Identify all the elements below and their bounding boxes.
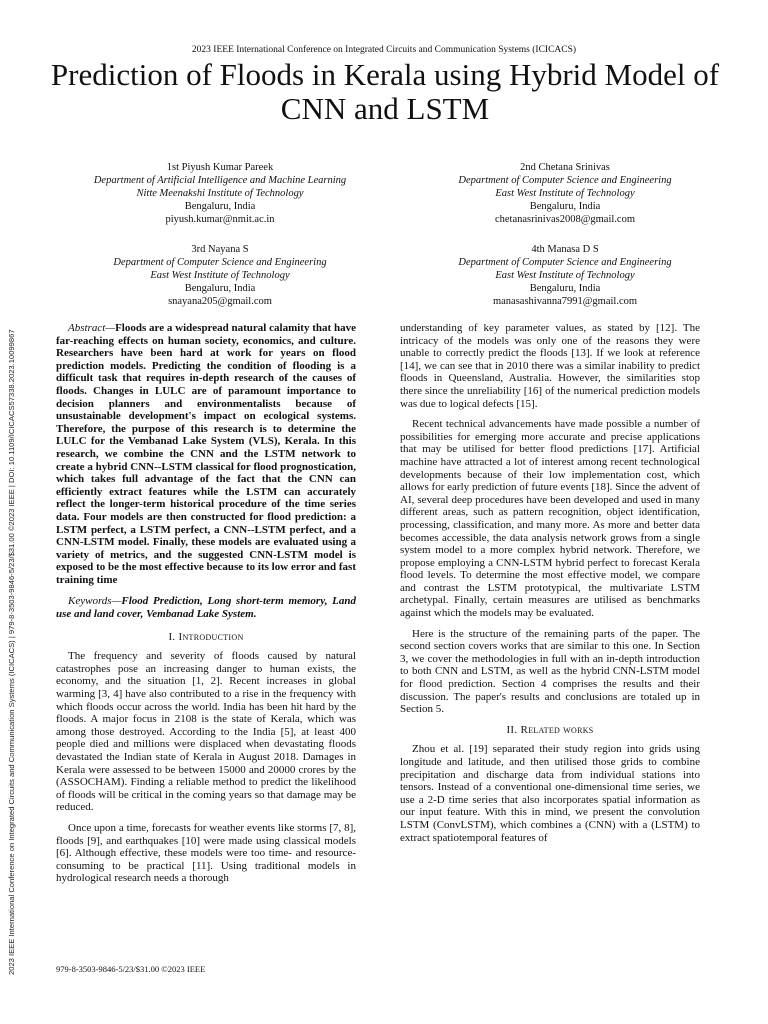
author-department: Department of Artificial Intelligence and Machine Learning	[93, 175, 347, 186]
author-block-4	[400, 243, 730, 308]
keywords-text: Flood Prediction, Long short-term memory, Land use and land cover, Vembanad Lake System.	[56, 595, 356, 621]
author-city: Bengaluru, India	[529, 283, 601, 294]
author-block-1	[55, 161, 385, 226]
author-email: manasashivanna7991@gmail.com	[492, 296, 638, 307]
author-email: snayana205@gmail.com	[168, 296, 272, 307]
author-block-2	[400, 161, 730, 226]
side-citation-strip: 2023 IEEE International Conference on Integrated Circuits and Communication Systems (ICICACS) | 979-8-3503-9846-5/23/$31.00 ©2023 IEEE | DOI: 10.1109/ICICACS57338.2023.10099867	[7, 329, 16, 975]
author-department: Department of Computer Science and Engineering	[113, 257, 327, 268]
author-name: 3rd Nayana S	[191, 244, 249, 255]
section-heading-introduction: I. Introduction	[168, 630, 244, 643]
keywords-label: Keywords—	[68, 595, 122, 608]
author-city: Bengaluru, India	[529, 201, 601, 212]
paper-title: Prediction of Floods in Kerala using Hybrid Model of CNN and LSTM	[50, 57, 720, 126]
abstract	[56, 322, 356, 586]
author-email: piyush.kumar@nmit.ac.in	[165, 214, 275, 225]
copyright-footer: 979-8-3503-9846-5/23/$31.00 ©2023 IEEE	[56, 964, 206, 974]
keywords	[56, 595, 356, 620]
author-institute: East West Institute of Technology	[495, 188, 635, 199]
paragraph: Once upon a time, forecasts for weather events like storms [7, 8], floods [9], and earthquakes [10] were made using classical models [6]. Although effective, these models were too time- and resource-consuming to be practical [11]. Using traditional models in hydrological research needs a thorough	[56, 821, 356, 885]
abstract-text: Floods are a widespread natural calamity that have far-reaching effects on human society, economics, and culture. Researchers have been hard at work for years on flood prediction models. Predicting the condition of flooding is a difficult task that requires in-depth research of the causes of floods. Changes in LULC are of paramount importance to decision planners and environmentalists because of unsustainable development's impact on ecological systems. Therefore, the purpose of this research is to determine the LULC for the Vembanad Lake System (VLS), Kerala. In this research, we combine the CNN and the LSTM network to create a hybrid CNN--LSTM classical for flood prognostication, which takes full advantage of the fact that the CNN can efficiently extract features while the LSTM can accurately reflect the longer-term historical procedure of the time series data. Four models are then constructed for flood prediction: a LSTM perfect, a LSTM perfect, a CNN--LSTM perfect, and a CNN-LSTM model. Finally, these models are evaluated using a variety of metrics, and the suggested CNN-LSTM model is exposed to be the most effective because to its low error and fast training time	[56, 322, 356, 586]
paragraph: Recent technical advancements have made possible a number of possibilities for emerging more accurate and precise applications that may be utilised for better flood predictions [17]. Artificial machine have attracted a lot of interest among recent technological developments because of their low implementation cost, which allows for early prediction of future events [18]. Since the advent of AI, several deep procedures have been developed and used in many different areas, such as pattern recognition, object identification, processing, classification, and many more. As more and better data becomes accessible, the data analysis network grows from a single system model to a more complex hybrid network. Therefore, we propose employing a CNN-LSTM hybrid perfect to forecast Kerala flood levels. To determine the most effective model, we compare and contrast the LSTM prototypical, the multivariate LSTM archetypal. Finally, certain measures are utilised as benchmarks against which the models may be evaluated.	[400, 418, 700, 620]
right-column	[400, 322, 700, 852]
author-email: chetanasrinivas2008@gmail.com	[494, 214, 635, 225]
author-city: Bengaluru, India	[184, 283, 256, 294]
paragraph: understanding of key parameter values, as stated by [12]. The intricacy of the models was only one of the reasons they were unable to correctly predict the floods [13]. If we look at reference [14], we can see that in 2010 there was a similar inability to predict floods in Queensland, Australia. However, the similarities stop there since the unreliability [16] of the numerical prediction models was due to logical defects [15].	[400, 322, 700, 410]
author-institute: East West Institute of Technology	[150, 270, 290, 281]
abstract-label: Abstract—	[68, 322, 116, 334]
author-department: Department of Computer Science and Engineering	[458, 175, 672, 186]
section-heading-related-works: II. Related works	[506, 723, 594, 736]
author-block-3	[55, 243, 385, 308]
paragraph: Zhou et al. [19] separated their study region into grids using longitude and latitude, and then utilised those grids to combine precipitation and discharge data from individual stations into tensors. Instead of a conventional one-dimensional time series, we use a 2-D time series that also incorporates spatial information as our input feature. With this in mind, we present the convolution LSTM (ConvLSTM), which combines a (CNN) with a (LSTM) to extract spatiotemporal features of	[400, 743, 700, 844]
left-column	[56, 322, 356, 893]
author-department: Department of Computer Science and Engineering	[458, 257, 672, 268]
conference-header: 2023 IEEE International Conference on Integrated Circuits and Communication Systems (ICICACS)	[191, 45, 577, 55]
author-name: 1st Piyush Kumar Pareek	[166, 162, 274, 173]
author-city: Bengaluru, India	[184, 201, 256, 212]
author-name: 4th Manasa D S	[531, 244, 599, 255]
author-institute: East West Institute of Technology	[495, 270, 635, 281]
paragraph: Here is the structure of the remaining parts of the paper. The second section covers works that are similar to this one. In Section 3, we cover the methodologies in full with an in-depth introduction to both CNN and LSTM, as well as the hybrid CNN-LSTM model for flood prediction. Section 4 comprises the results and their discussion. The paper's results and conclusions are totaled up in Section 5.	[400, 627, 700, 716]
paragraph: The frequency and severity of floods caused by natural catastrophes pose an increasing danger to human exists, the economy, and the situation [1, 2]. Recent increases in global warming [3, 4] have also contributed to a rise in the frequency with which floods occur across the world. India has been hit hard by the floods. A major focus in 2108 is the state of Kerala, which was among those destroyed. According to the India [5], at least 400 people died and millions were displaced when devastating floods devastated the Indian state of Kerala in August 2018. Damages in Kerala were assessed to be between 15000 and 20000 crores by the (ASSOCHAM). Finding a reliable method to predict the likelihood of floods will be critical in the coming years so that damage may be reduced.	[56, 650, 356, 814]
author-institute: Nitte Meenakshi Institute of Technology	[136, 188, 304, 199]
author-name: 2nd Chetana Srinivas	[520, 162, 610, 173]
